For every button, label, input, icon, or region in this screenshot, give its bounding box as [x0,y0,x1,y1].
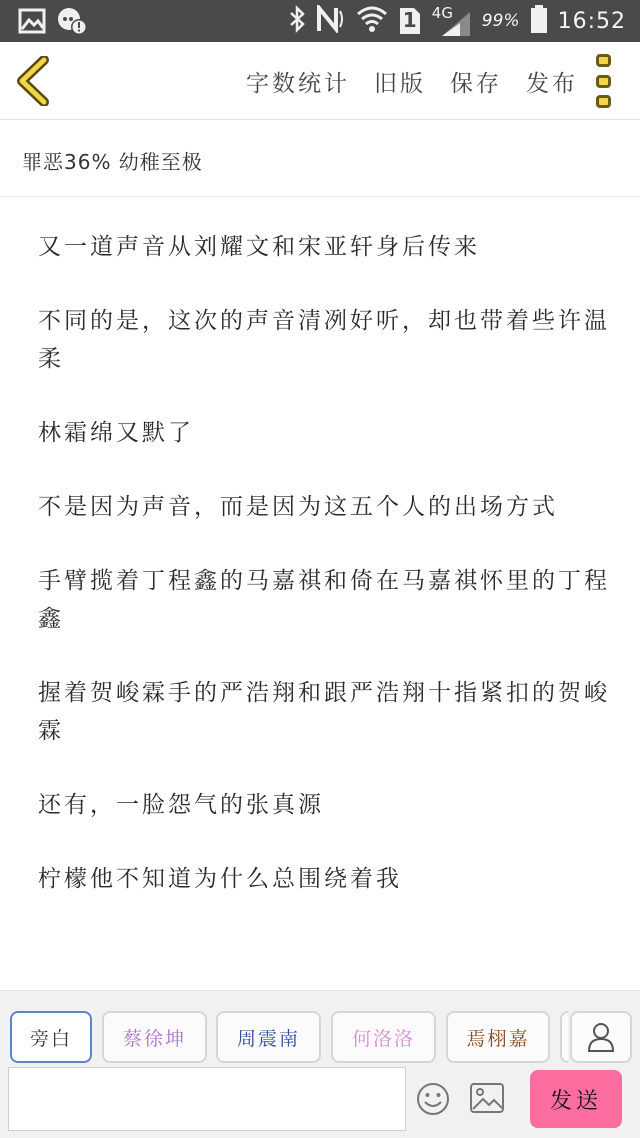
image-icon [469,1082,505,1114]
status-bar-left [18,5,88,41]
word-count-button[interactable]: 字数统计 [246,70,350,97]
character-bar [0,990,640,1064]
character-name: 焉栩嘉 [466,1027,530,1050]
chapter-title[interactable]: 罪恶36% 幼稚至极 [22,150,203,174]
send-button[interactable]: 发送 [530,1070,622,1128]
battery-percent: 99% [481,11,520,31]
clock: 16:52 [557,8,626,34]
sim-icon [398,6,422,36]
paragraph[interactable]: 不是因为声音，而是因为这五个人的出场方式 [38,494,558,520]
paragraph[interactable]: 还有，一脸怨气的张真源 [38,792,324,818]
image-picker-button[interactable] [469,1082,505,1114]
back-button[interactable] [14,56,54,106]
bluetooth-icon [288,5,306,37]
paragraph[interactable]: 又一道声音从刘耀文和宋亚轩身后传来 [38,234,480,260]
emoji-button[interactable] [416,1082,450,1116]
more-vertical-icon-dot [596,95,611,108]
status-bar [0,0,640,42]
character-chip-partial[interactable] [560,1011,568,1063]
chapter-title-row[interactable] [0,121,640,197]
story-content[interactable] [38,228,610,988]
character-name: 何洛洛 [351,1027,415,1050]
network-signal [432,6,472,36]
paragraph[interactable]: 柠檬他不知道为什么总围绕着我 [38,866,402,892]
status-bar-right [288,0,626,42]
more-menu-button[interactable] [588,54,618,108]
character-chip-cai-xukun[interactable] [102,1011,207,1063]
save-button[interactable]: 保存 [450,70,502,97]
character-name: 周震南 [236,1027,300,1050]
character-chip-narrator[interactable] [10,1011,92,1063]
message-input[interactable] [8,1067,406,1131]
character-chip-yan-xujia[interactable] [446,1011,550,1063]
battery-icon [530,4,548,38]
chat-alert-icon [56,5,88,41]
gallery-icon [18,8,46,38]
more-vertical-icon [596,54,611,67]
publish-button[interactable]: 发布 [526,70,578,97]
user-icon [586,1021,616,1053]
wifi-icon [356,5,388,37]
nfc-icon [316,5,346,37]
paragraph[interactable]: 林霜绵又默了 [38,420,194,446]
top-toolbar [0,42,640,120]
sim-slot-number: 1 [402,8,417,32]
paragraph[interactable]: 手臂揽着丁程鑫的马嘉祺和倚在马嘉祺怀里的丁程鑫 [38,568,610,632]
network-type: 4G [431,4,453,22]
toolbar-actions [246,42,578,120]
smiley-icon [416,1082,450,1116]
input-bar [0,1064,640,1138]
chevron-left-icon [14,56,54,106]
character-chip-he-luoluo[interactable] [331,1011,436,1063]
old-version-button[interactable]: 旧版 [374,70,426,97]
character-chip-zhou-zhennan[interactable] [216,1011,321,1063]
paragraph[interactable]: 握着贺峻霖手的严浩翔和跟严浩翔十指紧扣的贺峻霖 [38,680,610,744]
signal-icon [438,10,478,40]
character-name: 旁白 [29,1027,72,1050]
paragraph[interactable]: 不同的是，这次的声音清冽好听，却也带着些许温柔 [38,308,610,372]
more-vertical-icon-dot [596,75,611,88]
add-character-button[interactable] [570,1011,632,1063]
character-name: 蔡徐坤 [122,1027,186,1050]
